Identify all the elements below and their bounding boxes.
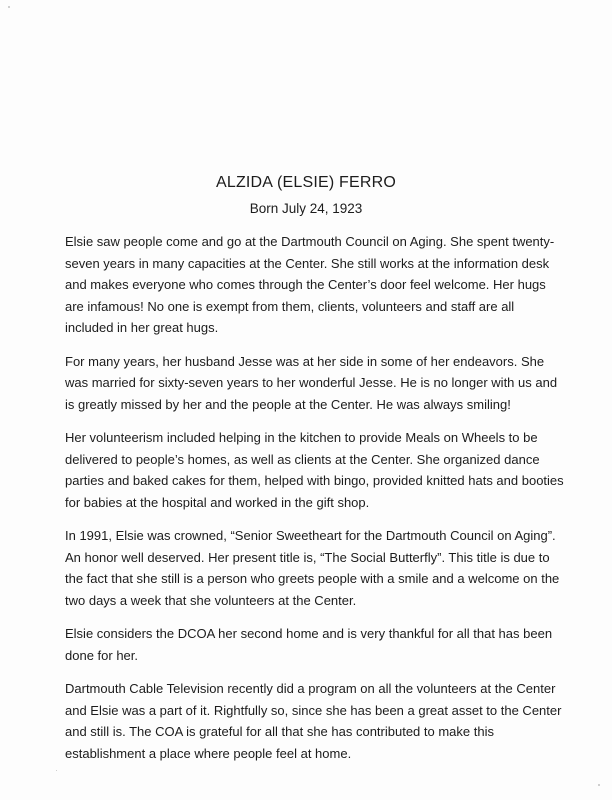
paragraph-husband: For many years, her husband Jesse was at her side in some of her endeavors. She was married for sixty-seven years to her wonderful Jesse. He is no longer with us and is greatly missed by her and the people at the Center. He was always smiling! <box>65 353 558 412</box>
scan-speck <box>56 770 57 771</box>
document-body <box>65 231 565 764</box>
paragraph-second-home: Elsie considers the DCOA her second home and is very thankful for all that has been done for her. <box>65 626 553 663</box>
paragraph-intro: Elsie saw people come and go at the Dartmouth Council on Aging. She spent twenty-seven years in many capacities at the Center. She still works at the information desk and makes everyone who comes through the Center’s door feel welcome. Her hugs are infamous! No one is exempt from them, clients, volunteers and staff are all included in her great hugs. <box>65 234 555 335</box>
document-title: ALZIDA (ELSIE) FERRO <box>215 174 397 191</box>
paragraph-sweetheart: In 1991, Elsie was crowned, “Senior Sweetheart for the Dartmouth Council on Aging”. An honor well deserved. Her present title is, “The Social Butterfly”. This title is due to the fact that she still is a person who greets people with a smile and a welcome on the two days a week that she volunteers at the Center. <box>65 528 560 608</box>
document-subtitle: Born July 24, 1923 <box>249 201 363 216</box>
paragraph-cable-tv: Dartmouth Cable Television recently did a program on all the volunteers at the Center and Elsie was a part of it. Rightfully so, since she has been a great asset to the Center and still is. The COA is grateful for all that she has contributed to make this establishment a place where people feel at home. <box>65 681 562 761</box>
scan-speck <box>598 784 600 786</box>
scan-speck <box>8 6 10 8</box>
paragraph-volunteerism: Her volunteerism included helping in the kitchen to provide Meals on Wheels to be delivered to people’s homes, as well as clients at the Center. She organized dance parties and baked cakes for them, helped with bingo, provided knitted hats and booties for babies at the hospital and worked in the gift shop. <box>65 430 564 510</box>
